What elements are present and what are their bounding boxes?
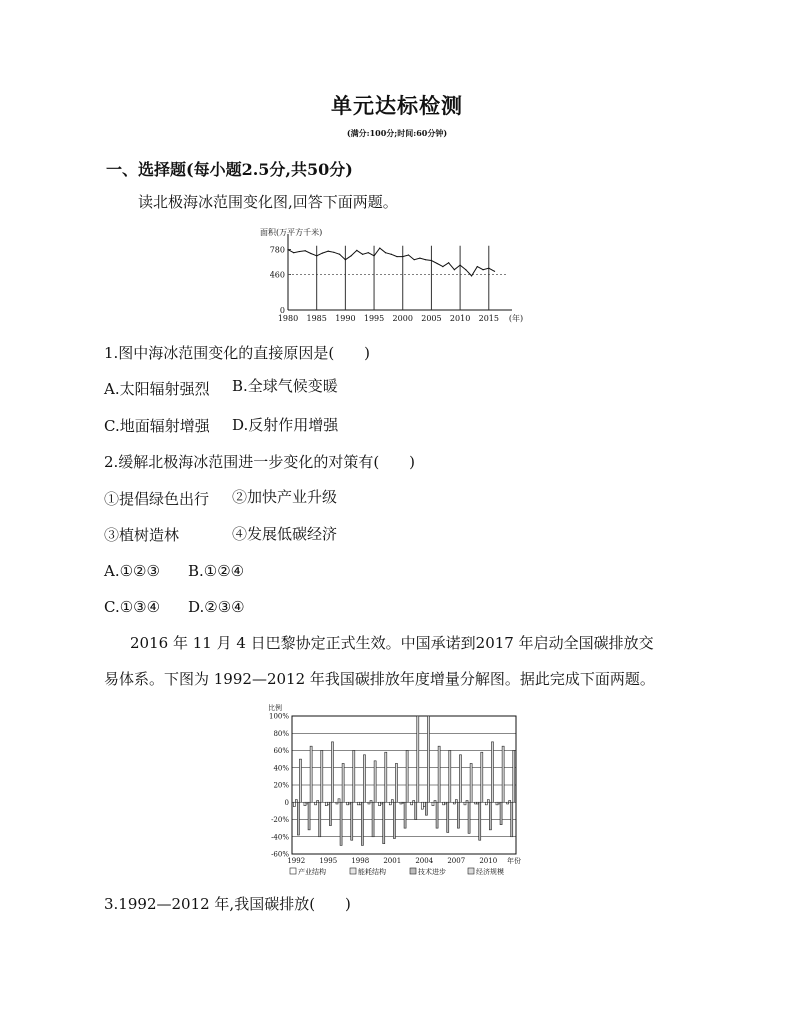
data-point <box>345 259 346 260</box>
bar <box>400 802 402 804</box>
data-point <box>471 275 472 276</box>
bar <box>359 802 361 805</box>
q2-item-2: ②加快产业升级 <box>232 488 338 506</box>
data-point <box>396 256 397 257</box>
data-point <box>419 258 420 259</box>
data-point <box>305 250 306 251</box>
bar <box>383 802 385 843</box>
bar <box>357 802 359 805</box>
x-axis-label: 年份 <box>507 857 521 865</box>
bar <box>415 802 417 819</box>
y-axis-label: 面积(万平方千米) <box>260 228 323 237</box>
bar <box>319 802 321 837</box>
bar <box>391 800 393 803</box>
x-tick-label: 2010 <box>479 857 498 865</box>
bar <box>507 802 509 804</box>
bar <box>443 802 445 805</box>
y-tick-label: 0 <box>284 798 289 807</box>
group2-intro-line-1: 2016 年 11 月 4 日巴黎协定正式生效。中国承诺到2017 年启动全国碳排放交 <box>130 634 654 652</box>
bar <box>370 801 372 803</box>
data-point <box>310 253 311 254</box>
bar <box>372 802 374 837</box>
x-tick-label: 1980 <box>277 314 299 323</box>
bar <box>321 751 323 803</box>
y-tick-label: -60% <box>271 850 289 859</box>
sea-ice-line-chart <box>258 224 538 328</box>
q2-stem: 2.缓解北极海冰范围进一步变化的对策有( ) <box>104 453 416 471</box>
data-point <box>448 262 449 263</box>
y-tick-label: 60% <box>273 747 289 755</box>
sea-ice-series-line <box>288 248 495 276</box>
x-tick-label: 1998 <box>351 857 370 865</box>
x-tick-label: 2004 <box>415 857 434 865</box>
q2-option-c: C.①③④ <box>104 598 161 616</box>
x-tick-label: 1995 <box>319 857 338 865</box>
bar <box>338 799 340 802</box>
y-tick-label: 80% <box>273 729 289 738</box>
x-axis-label: (年) <box>508 314 524 323</box>
bar <box>470 763 472 802</box>
bar <box>393 802 395 838</box>
bar <box>374 761 376 802</box>
data-point <box>299 251 300 252</box>
bar <box>423 802 425 806</box>
bar <box>379 802 381 805</box>
x-tick-label: 2010 <box>449 314 471 323</box>
group1-intro: 读北极海冰范围变化图,回答下面两题。 <box>138 193 398 211</box>
legend-swatch <box>468 868 474 874</box>
bar <box>368 802 370 804</box>
bar <box>489 802 491 830</box>
bar <box>306 802 308 804</box>
q2-option-a: A.①②③ <box>104 562 160 580</box>
data-point <box>408 254 409 255</box>
bar <box>417 716 419 802</box>
q2-option-b: B.①②④ <box>188 562 245 580</box>
bar <box>432 802 434 805</box>
bar <box>404 802 406 828</box>
q2-item-3: ③植树造林 <box>104 526 180 544</box>
q2-option-d: D.②③④ <box>188 598 245 616</box>
y-tick-label: 20% <box>273 781 289 790</box>
bar <box>498 802 500 804</box>
bar <box>310 746 312 802</box>
bar <box>351 802 353 840</box>
bar <box>336 802 338 804</box>
legend-swatch <box>290 868 296 874</box>
x-tick-label: 1995 <box>363 314 385 323</box>
y-tick-label: 780 <box>269 245 285 255</box>
bar <box>402 802 404 803</box>
bar <box>395 763 397 802</box>
bar <box>455 800 457 803</box>
q1-option-d: D.反射作用增强 <box>232 416 339 434</box>
page-title: 单元达标检测 <box>331 93 463 118</box>
bar <box>347 802 349 805</box>
x-tick-label: 1985 <box>306 314 327 323</box>
bar <box>295 800 297 803</box>
bar <box>406 751 408 803</box>
y-tick-label: 100% <box>268 712 289 721</box>
bar <box>479 802 481 840</box>
q2-item-4: ④发展低碳经济 <box>232 525 338 543</box>
x-tick-label: 2000 <box>392 314 413 323</box>
data-point <box>368 252 369 253</box>
bar <box>453 802 455 804</box>
legend-label: 经济规模 <box>476 868 504 876</box>
data-point <box>379 247 380 248</box>
y-tick-label: -20% <box>271 816 289 824</box>
section-heading: 一、选择题(每小题2.5分,共50分) <box>106 160 353 179</box>
page-subtitle: (满分:100分;时间:60分钟) <box>346 128 448 138</box>
q1-option-a: A.太阳辐射强烈 <box>104 380 210 398</box>
legend-swatch <box>350 868 356 874</box>
x-tick-label: 1992 <box>287 857 306 865</box>
bar <box>421 802 423 809</box>
x-tick-label: 2007 <box>447 857 466 865</box>
bar <box>304 802 306 805</box>
bar <box>464 802 466 805</box>
data-point <box>402 256 403 257</box>
bar <box>342 763 344 802</box>
data-point <box>322 252 323 253</box>
bar <box>331 742 333 802</box>
bar <box>293 802 295 806</box>
bar <box>308 802 310 830</box>
x-tick-label: 2005 <box>421 314 442 323</box>
bar <box>487 800 489 803</box>
data-point <box>316 255 317 256</box>
y-tick-label: 0 <box>279 306 285 315</box>
legend-label: 能耗结构 <box>358 868 386 876</box>
bar <box>445 802 447 804</box>
bar <box>459 755 461 802</box>
bar <box>438 746 440 802</box>
bar <box>325 802 327 805</box>
data-point <box>414 259 415 260</box>
data-point <box>437 263 438 264</box>
y-tick-label: -40% <box>271 833 289 842</box>
data-point <box>339 254 340 255</box>
data-point <box>293 252 294 253</box>
y-axis-label: 比例 <box>268 704 282 712</box>
bar <box>436 802 438 828</box>
bar <box>447 802 449 832</box>
data-point <box>488 268 489 269</box>
bar <box>481 752 483 802</box>
data-point <box>287 249 288 250</box>
bar <box>425 802 427 815</box>
x-tick-label: 1990 <box>335 314 356 323</box>
bar <box>466 801 468 803</box>
y-tick-label: 40% <box>273 764 289 773</box>
bar <box>502 746 504 802</box>
data-point <box>442 266 443 267</box>
bar <box>449 751 451 803</box>
bar <box>500 802 502 824</box>
bar <box>513 751 515 803</box>
bar <box>413 801 415 803</box>
bar <box>299 759 301 802</box>
bar <box>411 802 413 805</box>
bar <box>340 802 342 845</box>
x-tick-label: 2015 <box>478 314 499 323</box>
q1-option-c: C.地面辐射增强 <box>104 417 210 435</box>
group2-intro-line-2: 易体系。下图为 1992—2012 年我国碳排放年度增量分解图。据此完成下面两题。 <box>104 670 655 688</box>
data-point <box>333 252 334 253</box>
bar <box>427 716 429 802</box>
carbon-emission-bar-chart <box>262 702 530 882</box>
bar <box>468 802 470 833</box>
data-point <box>465 269 466 270</box>
bar <box>317 801 319 803</box>
bar <box>385 752 387 802</box>
data-point <box>482 269 483 270</box>
bar <box>477 802 479 804</box>
bar <box>509 801 511 803</box>
data-point <box>391 254 392 255</box>
bar <box>381 802 383 804</box>
q2-item-1: ①提倡绿色出行 <box>104 490 210 508</box>
bar <box>434 801 436 803</box>
data-point <box>460 264 461 265</box>
q1-stem: 1.图中海冰范围变化的直接原因是( ) <box>104 344 371 362</box>
bar <box>485 802 487 805</box>
data-point <box>385 252 386 253</box>
y-tick-label: 460 <box>269 270 285 280</box>
data-point <box>477 266 478 267</box>
data-point <box>351 255 352 256</box>
data-point <box>373 255 374 256</box>
bar <box>511 802 513 837</box>
x-tick-label: 2001 <box>383 857 402 865</box>
data-point <box>328 251 329 252</box>
data-point <box>356 250 357 251</box>
q1-option-b: B.全球气候变暖 <box>232 377 338 395</box>
legend-label: 技术进步 <box>418 868 446 876</box>
bar <box>329 802 331 825</box>
bar <box>363 755 365 802</box>
data-point <box>431 260 432 261</box>
bar <box>491 742 493 802</box>
data-point <box>425 259 426 260</box>
legend-swatch <box>410 868 416 874</box>
bar <box>297 802 299 835</box>
bar <box>315 802 317 805</box>
bar <box>457 802 459 828</box>
q3-stem: 3.1992—2012 年,我国碳排放( ) <box>104 895 351 913</box>
data-point <box>454 269 455 270</box>
bar <box>496 802 498 805</box>
data-point <box>494 271 495 272</box>
bar <box>361 802 363 845</box>
bar <box>475 802 477 804</box>
bar <box>353 751 355 803</box>
bar <box>327 802 329 805</box>
bar <box>349 802 351 804</box>
legend-label: 产业结构 <box>298 868 326 876</box>
bar <box>389 802 391 805</box>
data-point <box>362 254 363 255</box>
